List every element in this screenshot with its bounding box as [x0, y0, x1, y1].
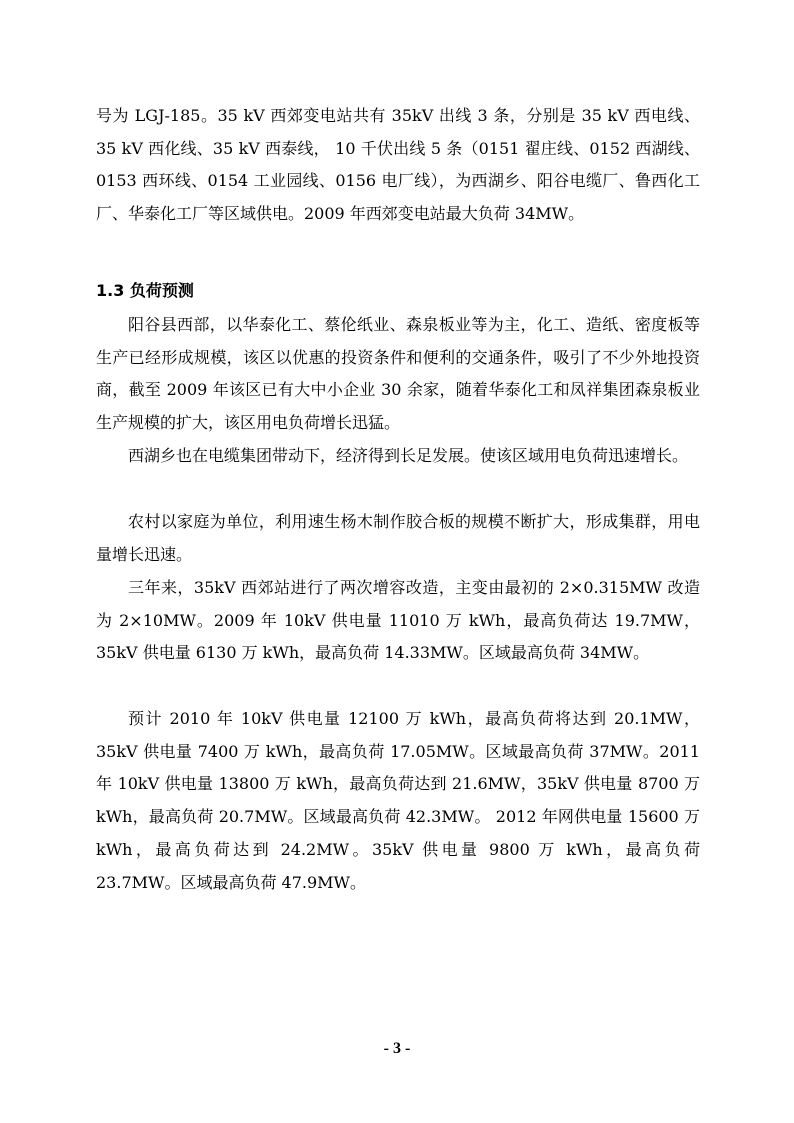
- section-heading: 1.3 负荷预测: [96, 281, 194, 300]
- body-paragraph-5: 预计 2010 年 10kV 供电量 12100 万 kWh，最高负荷将达到 20.1MW，35kV 供电量 7400 万 kWh，最高负荷 17.05MW。区域最高负荷 37MW。2011 年 10kV 供电量 13800 万 kWh，最高负荷达到 21.6MW，35kV 供电量 8700 万 kWh，最高负荷 20.7MW。区域最高负荷 42.3MW。 2012 年网供电量 15600 万 kWh，最高负荷达到 24.2MW。35kV 供电量 9800 万 kWh，最高负荷 23.7MW。区域最高负荷 47.9MW。: [96, 709, 700, 892]
- intro-paragraph: 号为 LGJ-185。35 kV 西郊变电站共有 35kV 出线 3 条，分别是 35 kV 西电线、35 kV 西化线、35 kV 西泰线， 10 千伏出线 5 条（0151 翟庄线、0152 西湖线、0153 西环线、0154 工业园线、0156 电厂线），为西湖乡、阳谷电缆厂、鲁西化工厂、华泰化工厂等区域供电。2009 年西郊变电站最大负荷 34MW。: [96, 106, 700, 224]
- body-paragraph-1: 阳谷县西部，以华泰化工、蔡伦纸业、森泉板业等为主，化工、造纸、密度板等生产已经形成规模，该区以优惠的投资条件和便利的交通条件，吸引了不少外地投资商，截至 2009 年该区已有大中小企业 30 余家，随着华泰化工和凤祥集团森泉板业生产规模的扩大，该区用电负荷增长迅猛。: [96, 315, 700, 433]
- body-paragraph-2: 西湖乡也在电缆集团带动下，经济得到长足发展。使该区域用电负荷迅速增长。: [128, 446, 689, 465]
- body-paragraph-3: 农村以家庭为单位，利用速生杨木制作胶合板的规模不断扩大，形成集群，用电量增长迅速。: [96, 512, 700, 564]
- body-paragraph-4: 三年来，35kV 西郊站进行了两次增容改造，主变由最初的 2×0.315MW 改造为 2×10MW。2009 年 10kV 供电量 11010 万 kWh，最高负荷达 19.7MW，35kV 供电量 6130 万 kWh，最高负荷 14.33MW。区域最高负荷 34MW。: [96, 578, 700, 663]
- page-number: - 3 -: [383, 1040, 411, 1057]
